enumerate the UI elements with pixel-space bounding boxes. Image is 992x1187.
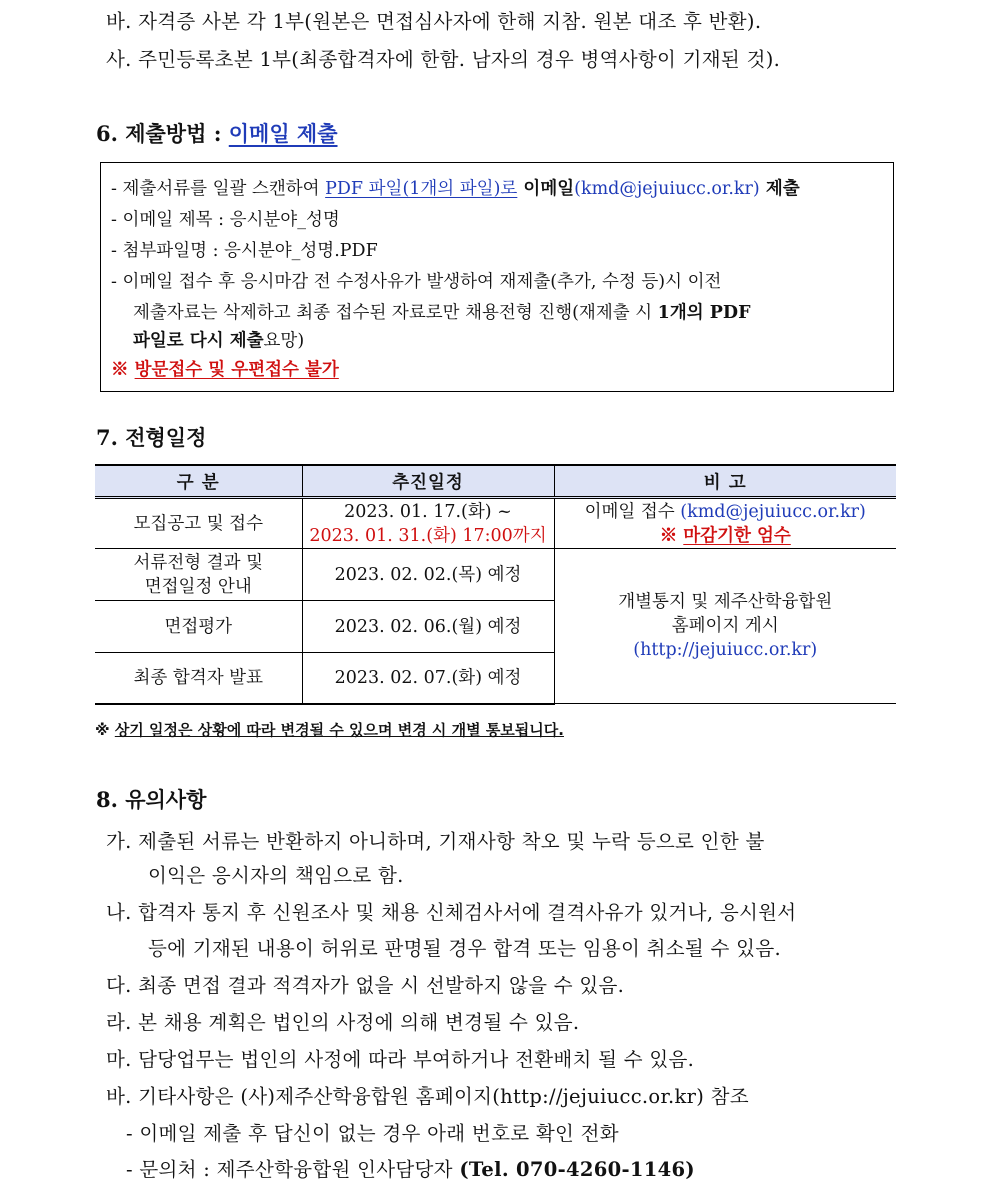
row-2-category-line-2: 면접일정 안내 — [144, 576, 252, 597]
merged-remark-line-2: 홈페이지 게시 — [671, 616, 779, 636]
deadline-text: 마감기한 엄수 — [683, 525, 791, 546]
row-2-category — [95, 549, 302, 601]
box-line-4: - 이메일 접수 후 응시마감 전 수정사유가 발생하여 재제출(추가, 수정 등)시 이전 — [111, 272, 722, 292]
box-line-6-bold: 파일로 다시 제출 — [133, 331, 264, 351]
row-2-category-line-1: 서류전형 결과 및 — [133, 552, 263, 573]
section-6-heading — [96, 118, 338, 148]
submission-email-address: (kmd@jejuiucc.or.kr) — [574, 179, 760, 199]
caution-item-ba: 바. 기타사항은 (사)제주산학융합원 홈페이지(http://jejuiucc.or.kr) 참조 — [106, 1085, 749, 1108]
note-mark: ※ — [95, 721, 115, 739]
section-6-title-emphasis: 이메일 제출 — [228, 121, 338, 146]
box-line-1 — [111, 175, 800, 200]
row-1-remark — [554, 498, 896, 549]
row-4-category: 최종 합격자 발표 — [95, 653, 302, 704]
box-line-3: - 첨부파일명 : 응시분야_성명.PDF — [111, 241, 378, 261]
submit-word: 제출 — [759, 179, 800, 199]
caution-item-na-cont: 등에 기재된 내용이 허위로 판명될 경우 합격 또는 임용이 취소될 수 있음. — [148, 937, 781, 960]
email-label: 이메일 — [517, 179, 575, 199]
caution-item-ga: 가. 제출된 서류는 반환하지 아니하며, 기재사항 착오 및 누락 등으로 인한 불 — [106, 830, 765, 853]
header-category: 구 분 — [95, 465, 302, 498]
row-2-schedule: 2023. 02. 02.(목) 예정 — [302, 549, 554, 601]
box-line-6-text: 요망) — [263, 331, 305, 351]
warning-text: 방문접수 및 우편접수 불가 — [134, 360, 339, 380]
table-row — [95, 549, 896, 601]
box-line-5-text: 제출자료는 삭제하고 최종 접수된 자료로만 채용전형 진행(재제출 시 — [133, 303, 658, 323]
table-row — [95, 498, 896, 549]
header-schedule: 추진일정 — [302, 465, 554, 498]
box-line-2: - 이메일 제목 : 응시분야_성명 — [111, 210, 340, 230]
note-text: 상기 일정은 상황에 따라 변경될 수 있으며 변경 시 개별 통보됩니다. — [114, 721, 564, 739]
caution-item-ma: 마. 담당업무는 법인의 사정에 따라 부여하거나 전환배치 될 수 있음. — [106, 1048, 695, 1071]
schedule-table — [95, 464, 896, 705]
deadline-mark: ※ — [659, 525, 684, 546]
no-visit-or-mail-warning — [111, 356, 339, 381]
caution-item-ga-cont: 이익은 응시자의 책임으로 함. — [148, 864, 404, 887]
header-remark: 비 고 — [554, 465, 896, 498]
row-1-remark-email-line — [559, 500, 893, 524]
section-8-heading: 8. 유의사항 — [96, 787, 207, 812]
remark-email-address: (kmd@jejuiucc.or.kr) — [680, 501, 866, 522]
section-6-title-prefix: 6. 제출방법 : — [96, 121, 229, 146]
box-line-1-text: - 제출서류를 일괄 스캔하여 — [111, 179, 326, 199]
row-1-schedule-start: 2023. 01. 17.(화) ~ — [344, 501, 512, 522]
homepage-url: (http://jejuiucc.or.kr) — [633, 640, 818, 660]
schedule-change-note — [95, 719, 564, 740]
row-1-category: 모집공고 및 접수 — [95, 498, 302, 549]
caution-item-da: 다. 최종 면접 결과 적격자가 없을 시 선발하지 않을 수 있음. — [106, 974, 625, 997]
sub-item-contact — [126, 1154, 695, 1182]
row-1-schedule — [302, 498, 554, 549]
section-7-heading: 7. 전형일정 — [96, 425, 207, 450]
schedule-table-header — [95, 465, 896, 498]
caution-item-ra: 라. 본 채용 계획은 법인의 사정에 의해 변경될 수 있음. — [106, 1011, 580, 1034]
contact-label: - 문의처 : 제주산학융합원 인사담당자 — [126, 1158, 460, 1181]
requirement-item-certificate: 바. 자격증 사본 각 1부(원본은 면접심사자에 한해 지참. 원본 대조 후 반환). — [106, 10, 762, 33]
sub-item-confirm-call: - 이메일 제출 후 답신이 없는 경우 아래 번호로 확인 전화 — [126, 1122, 619, 1145]
caution-item-na: 나. 합격자 통지 후 신원조사 및 채용 신체검사서에 결격사유가 있거나, 응시원서 — [106, 901, 797, 924]
row-3-schedule: 2023. 02. 06.(월) 예정 — [302, 601, 554, 653]
pdf-file-note: PDF 파일(1개의 파일)로 — [325, 179, 518, 199]
warning-mark: ※ — [111, 360, 135, 380]
submission-method-box — [100, 162, 894, 392]
merged-remark — [554, 549, 896, 704]
remark-email-label: 이메일 접수 — [584, 501, 681, 522]
row-3-category: 면접평가 — [95, 601, 302, 653]
box-line-5 — [133, 299, 751, 324]
contact-phone: (Tel. 070-4260-1146) — [459, 1158, 695, 1181]
row-4-schedule: 2023. 02. 07.(화) 예정 — [302, 653, 554, 704]
requirement-item-resident-register: 사. 주민등록초본 1부(최종합격자에 한함. 남자의 경우 병역사항이 기재된 것). — [106, 48, 781, 71]
box-line-5-bold: 1개의 PDF — [657, 303, 751, 323]
row-1-schedule-end: 2023. 01. 31.(화) 17:00까지 — [309, 525, 547, 546]
box-line-6 — [133, 327, 304, 352]
deadline-notice — [559, 524, 893, 548]
merged-remark-line-1: 개별통지 및 제주산학융합원 — [618, 592, 833, 612]
